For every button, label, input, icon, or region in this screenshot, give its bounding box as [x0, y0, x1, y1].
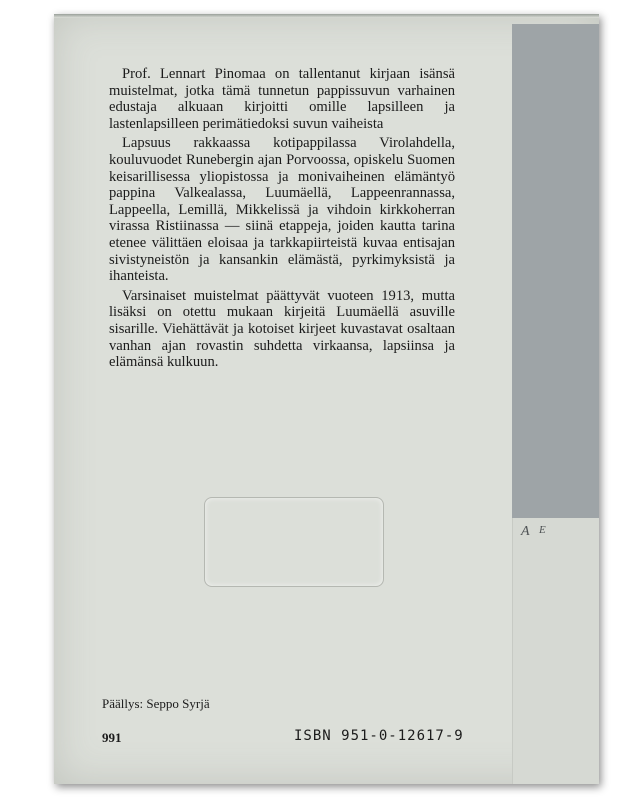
spine-letter-2: E — [539, 524, 546, 536]
blurb-paragraph-3: Varsinaiset muistelmat päättyvät vuoteen 1913, mutta lisäksi on otettu mukaan kirjeitä Luumäellä asuville sisarille. Viehättävät ja kotoiset kirjeet kuvastavat osaltaan vanhan ajan rovastin suhdetta virkaansa, lapsiinsa ja elämänsä kulkuun. — [109, 287, 455, 371]
cover-top-edge — [54, 14, 599, 18]
blurb-paragraph-2: Lapsuus rakkaassa kotipappilassa Virolahdella, kouluvuodet Runebergin ajan Porvoossa, opiskelu Suomen keisarillisessa yliopistossa ja monivaiheinen elämäntyö pappina Valkealassa, Luumäellä, Lappeenrannassa, Lappeella, Lemillä, Mikkelissä ja vihdoin kirkkoherran virassa Ristiinassa — siinä etappeja, joiden kautta tarina etenee välittäen eloisaa ja tarkkapiirteistä kuvaa entisajan sivistyneistön ja kansankin elämästä, pyrkimyksistä ja ihanteista. — [109, 135, 455, 285]
cover-design-credit: Päällys: Seppo Syrjä — [102, 696, 210, 711]
isbn-number: ISBN 951-0-12617-9 — [294, 728, 464, 744]
blurb-paragraph-1: Prof. Lennart Pinomaa on tallentanut kirjaan isänsä muistelmat, jotka tämä tunnetun pappissuvun varhainen edustaja alkuaan kirjoitti omille lapsilleen ja lastenlapsilleen perimätiedoksi suvun vaiheista — [109, 66, 455, 132]
product-code: 991 — [102, 730, 122, 745]
blurb-text — [109, 66, 455, 374]
spine-strip — [512, 24, 599, 518]
spine-letter-1: A — [521, 524, 530, 539]
book-back-cover — [54, 14, 599, 784]
spine-strip-lower — [512, 518, 599, 784]
sticker-residue — [204, 497, 384, 587]
